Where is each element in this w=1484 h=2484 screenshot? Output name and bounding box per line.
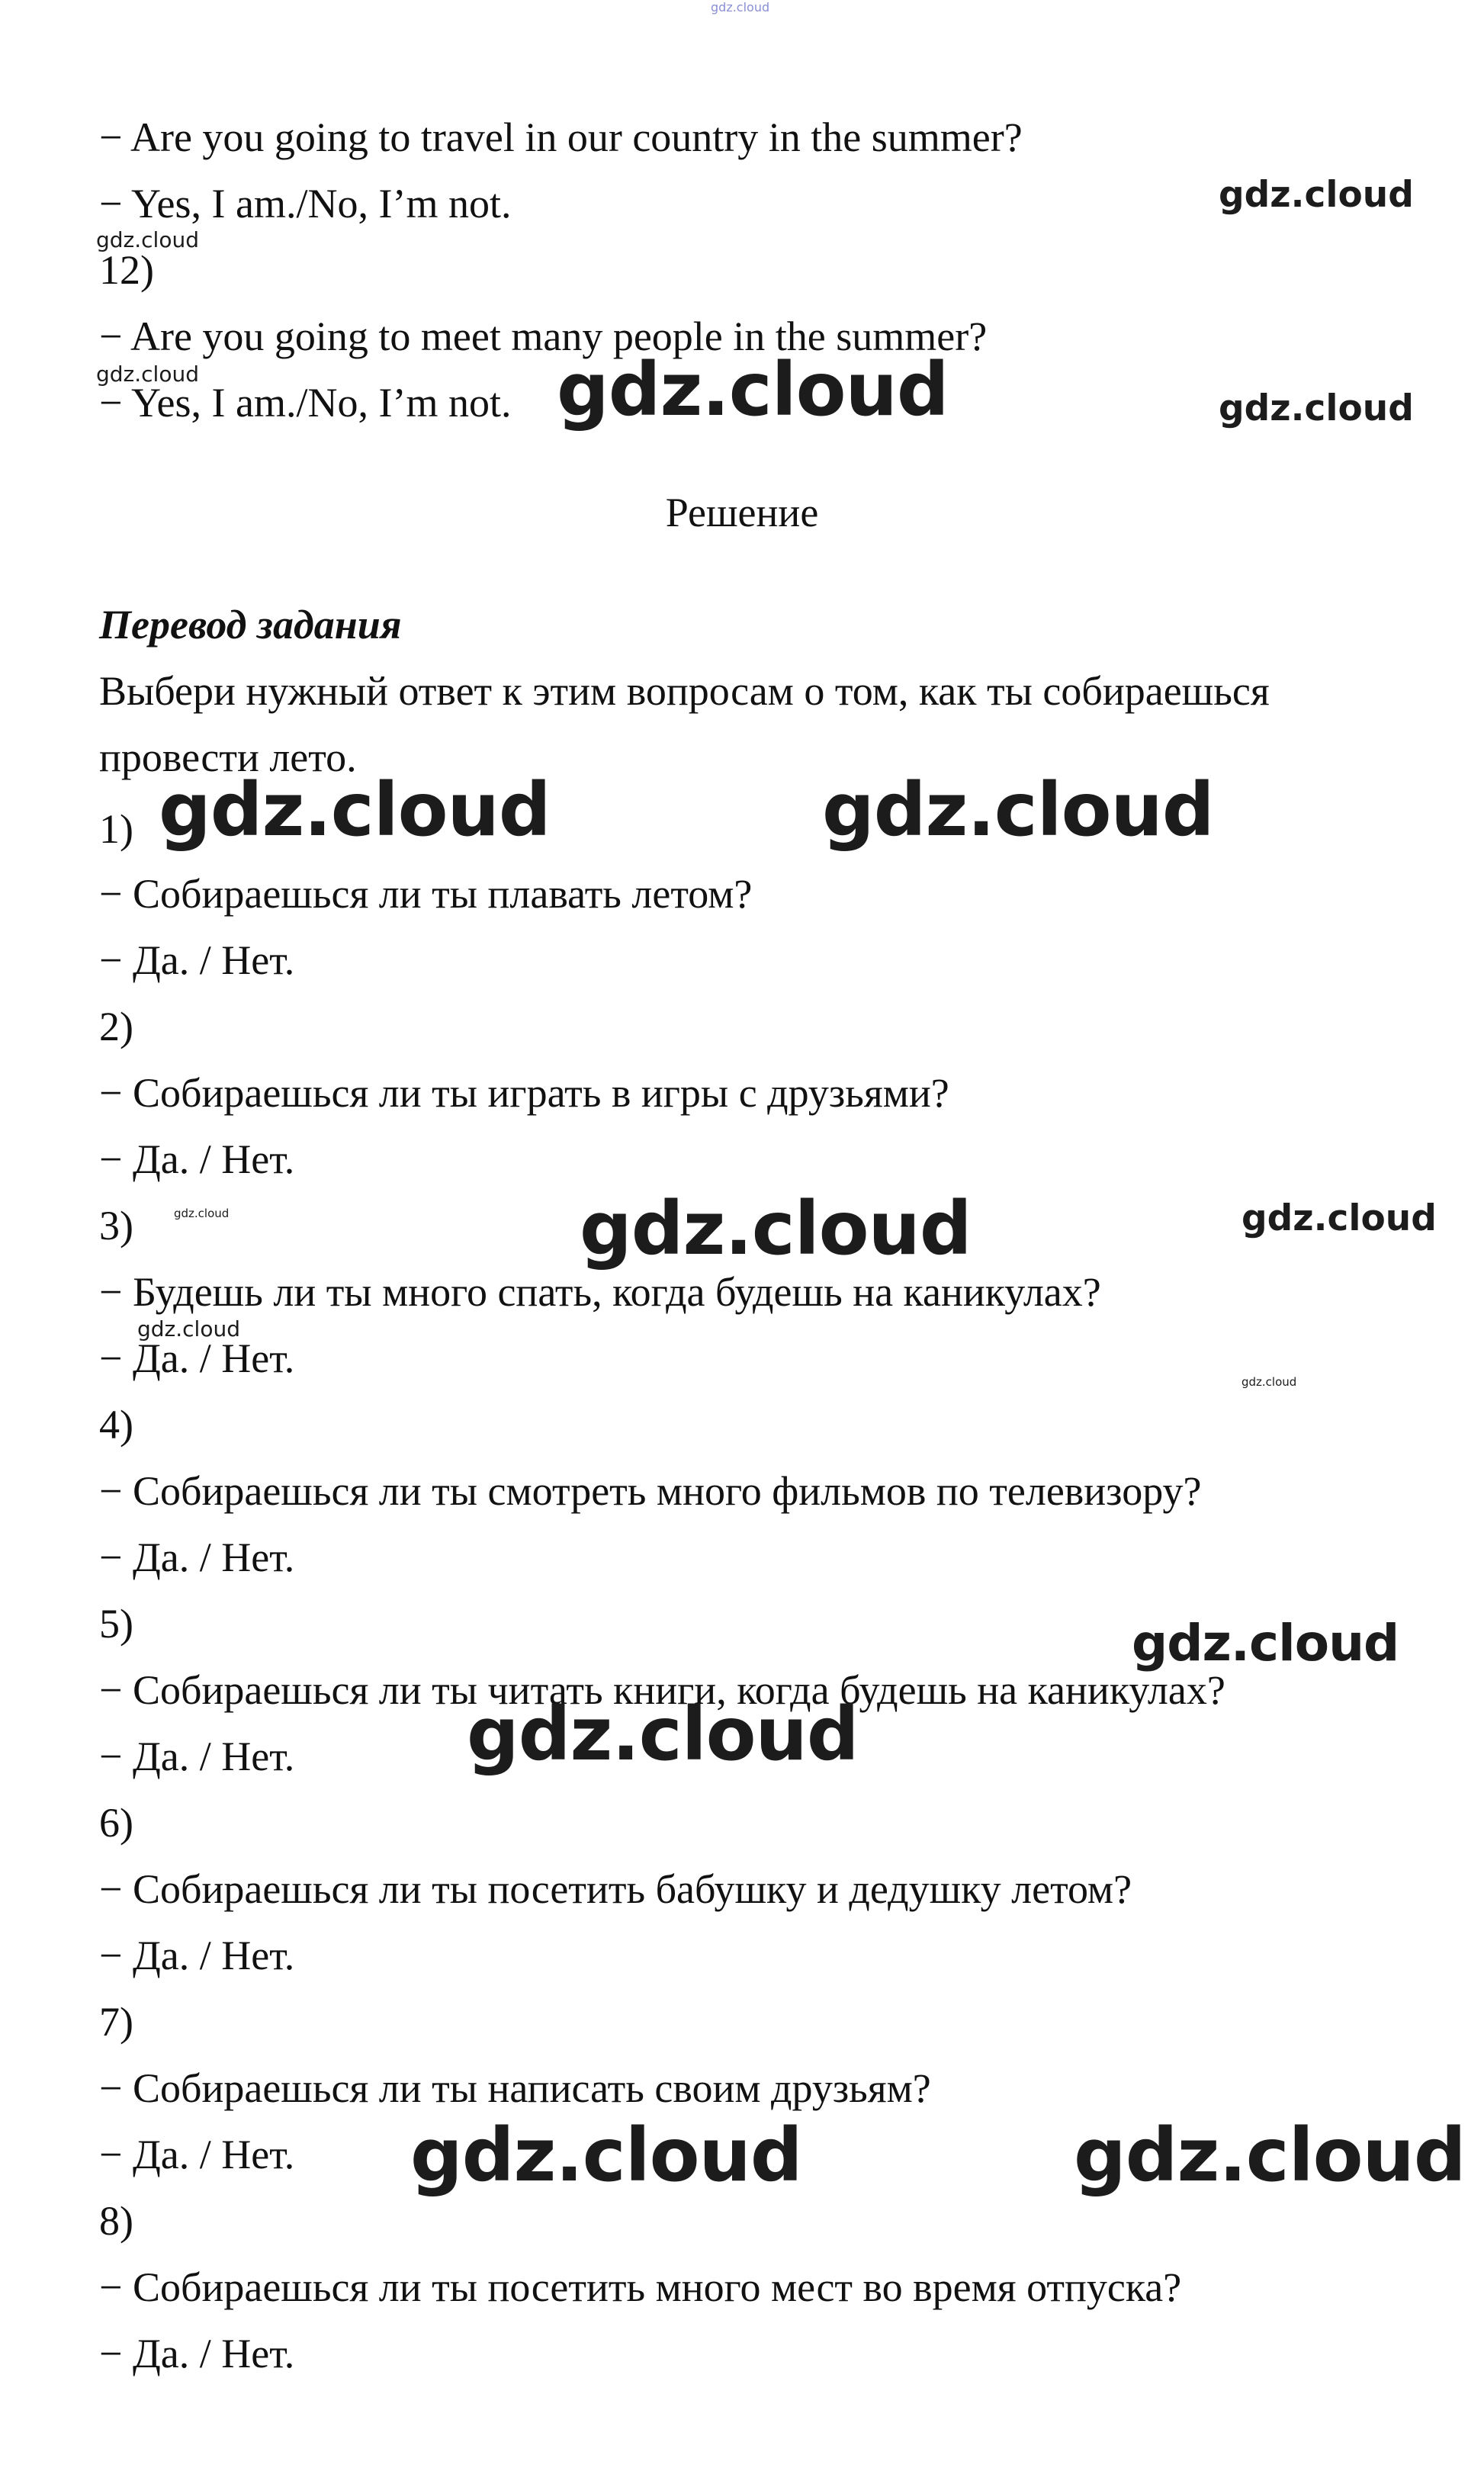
t1-answer: − Да. / Нет. [99, 937, 295, 983]
watermark: gdz.cloud [1219, 387, 1414, 429]
t3-question: − Будешь ли ты много спать, когда будешь на каникулах? [99, 1269, 1101, 1315]
watermark: gdz.cloud [822, 767, 1214, 853]
watermark: gdz.cloud [159, 767, 551, 853]
item-number-3: 3) [99, 1203, 133, 1248]
t7-question: − Собираешься ли ты написать своим друзьям? [99, 2065, 931, 2111]
t3-answer: − Да. / Нет. [99, 1335, 295, 1381]
t5-answer: − Да. / Нет. [99, 1734, 295, 1779]
t6-question: − Собираешься ли ты посетить бабушку и дедушку летом? [99, 1866, 1132, 1912]
item-number-12: 12) [99, 247, 154, 293]
translation-heading: Перевод задания [99, 602, 402, 648]
watermark: gdz.cloud [174, 1207, 230, 1220]
watermark: gdz.cloud [96, 362, 199, 387]
watermark: gdz.cloud [1132, 1614, 1399, 1673]
item-number-2: 2) [99, 1004, 133, 1049]
q12-question: − Are you going to meet many people in the summer? [99, 313, 988, 359]
watermark: gdz.cloud [1241, 1375, 1297, 1389]
item-number-4: 4) [99, 1402, 133, 1448]
t8-answer: − Да. / Нет. [99, 2331, 295, 2376]
watermark: gdz.cloud [557, 347, 949, 432]
watermark: gdz.cloud [580, 1186, 972, 1271]
t6-answer: − Да. / Нет. [99, 1933, 295, 1978]
item-number-5: 5) [99, 1601, 133, 1647]
t5-question: − Собираешься ли ты читать книги, когда будешь на каникулах? [99, 1667, 1225, 1713]
t2-question: − Собираешься ли ты играть в игры с друзьями? [99, 1070, 949, 1116]
item-number-6: 6) [99, 1800, 133, 1846]
watermark: gdz.cloud [467, 1692, 859, 1777]
intro-line-2: провести лето. [99, 734, 357, 780]
q11-answer: − Yes, I am./No, I’m not. [99, 181, 512, 227]
item-number-8: 8) [99, 2198, 133, 2244]
item-number-1: 1) [99, 806, 133, 852]
solution-heading: Решение [665, 490, 819, 535]
intro-line-1: Выбери нужный ответ к этим вопросам о том, как ты собираешься [99, 668, 1270, 714]
watermark: gdz.cloud [1219, 174, 1414, 216]
t1-question: − Собираешься ли ты плавать летом? [99, 871, 753, 917]
t7-answer: − Да. / Нет. [99, 2132, 295, 2177]
watermark: gdz.cloud [137, 1316, 240, 1342]
watermark: gdz.cloud [1241, 1197, 1437, 1239]
t2-answer: − Да. / Нет. [99, 1136, 295, 1182]
item-number-7: 7) [99, 1999, 133, 2045]
t8-question: − Собираешься ли ты посетить много мест во время отпуска? [99, 2264, 1182, 2310]
t4-question: − Собираешься ли ты смотреть много фильмов по телевизору? [99, 1468, 1202, 1514]
watermark: gdz.cloud [410, 2113, 802, 2198]
q12-answer: − Yes, I am./No, I’m not. [99, 380, 512, 426]
watermark: gdz.cloud [1074, 2113, 1466, 2198]
q11-question: − Are you going to travel in our country in the summer? [99, 114, 1023, 160]
watermark: gdz.cloud [96, 227, 199, 252]
t4-answer: − Да. / Нет. [99, 1534, 295, 1580]
watermark: gdz.cloud [711, 0, 770, 14]
